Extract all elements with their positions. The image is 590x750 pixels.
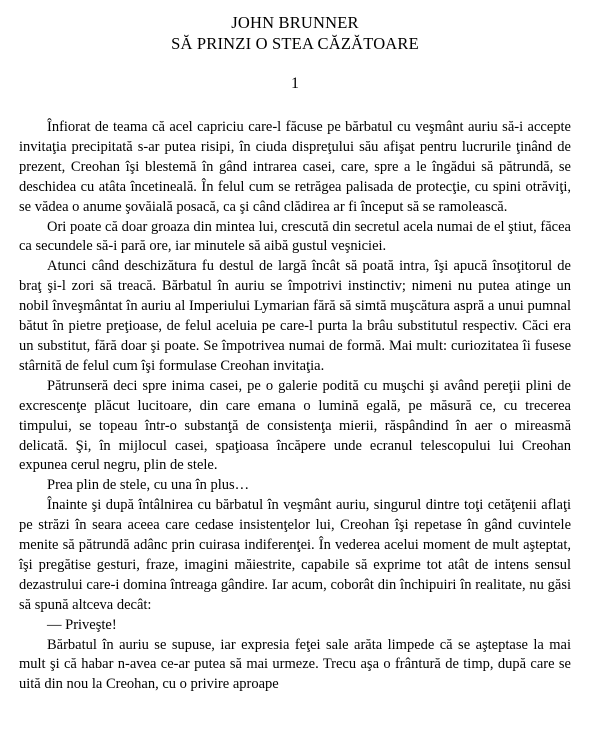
- body-text: [19, 118, 571, 695]
- book-title: SĂ PRINZI O STEA CĂZĂTOARE: [171, 34, 419, 53]
- paragraph: — Priveşte!: [47, 616, 117, 633]
- chapter-number: 1: [291, 75, 299, 92]
- paragraph: Bărbatul în auriu se supuse, iar expresia feţei sale arăta limpede că se aşteptase la mai mult şi că habar n-avea ce-ar putea să mai urmeze. Trecu aşa o frântură de timp, după care se uită din nou la Creohan, cu o privire aproape: [19, 636, 571, 693]
- paragraph: Pătrunseră deci spre inima casei, pe o galerie podită cu muşchi şi având pereţii plini de excrescenţe plăcut lucitoare, din care emana o lumină egală, pe măsură ce, cu trecerea timpului, se topeau într-o substanţă de consistenţa mierii, răspândind în aer o mireasmă delicată. Şi, în mijlocul casei, spaţioasa încăpere unde ecranul telescopului lui Creohan expunea cerul negru, plin de stele.: [19, 377, 571, 474]
- paragraph: Atunci când deschizătura fu destul de largă încât să poată intra, îşi apucă însoţitorul de braţ şi-l zori să treacă. Bărbatul în auriu se împotrivi instinctiv; nimeni nu putea atinge un nobil înveşmântat în auriu al Imperiului Lymarian fără să simtă muşcătura aspră a unui pumnal bătut în pietre preţioase, de felul aceluia pe care-l purta la brâu substitutul respectiv. Căci era un substitut, fără doar şi poate. Se împotrivea numai de formă. Mai mult: curiozitatea îi fusese stârnită de felul cum îşi formulase Creohan invitaţia.: [19, 258, 571, 374]
- paragraph: Prea plin de stele, cu una în plus…: [47, 477, 250, 494]
- book-header: [0, 0, 590, 54]
- author-name: JOHN BRUNNER: [231, 13, 359, 32]
- paragraph: Înfiorat de teama că acel capriciu care-l făcuse pe bărbatul cu veşmânt auriu să-i accepte invitaţia precipitată s-ar putea risipi, în ciuda dispreţului său afişat pentru lucrurile ţinând de prezent, Creohan îşi blestemă în gând intrarea casei, care, spre a le îngădui să pătrundă, se deschidea cu atâta încetineală. În felul cum se retrăgea palisada de protecţie, cu spini otrăviţi, se vădea o anume şovăială posacă, ca şi când clădirea ar fi început să se ramolească.: [19, 119, 571, 215]
- paragraph: Ori poate că doar groaza din mintea lui, crescută din secretul acela numai de el ştiut, făcea ca secundele să-i pară ore, iar minutele să aibă gustul veşniciei.: [19, 218, 571, 255]
- paragraph: Înainte şi după întâlnirea cu bărbatul în veşmânt auriu, singurul dintre toţi cetăţenii aflaţi pe străzi în seara aceea care cedase insistenţelor lui, Creohan îşi repetase în gând cuvintele menite să pătrundă adânc prin cuirasa indiferenţei. În vederea acelui moment de mult aşteptat, îşi pregătise gesturi, fraze, imagini măiestrite, capabile să exprime tot atât de intens sensul dezastrului care-i domina întreaga gândire. Iar acum, coborât din închipuiri în realitate, nu găsi să spună altceva decât:: [19, 497, 571, 613]
